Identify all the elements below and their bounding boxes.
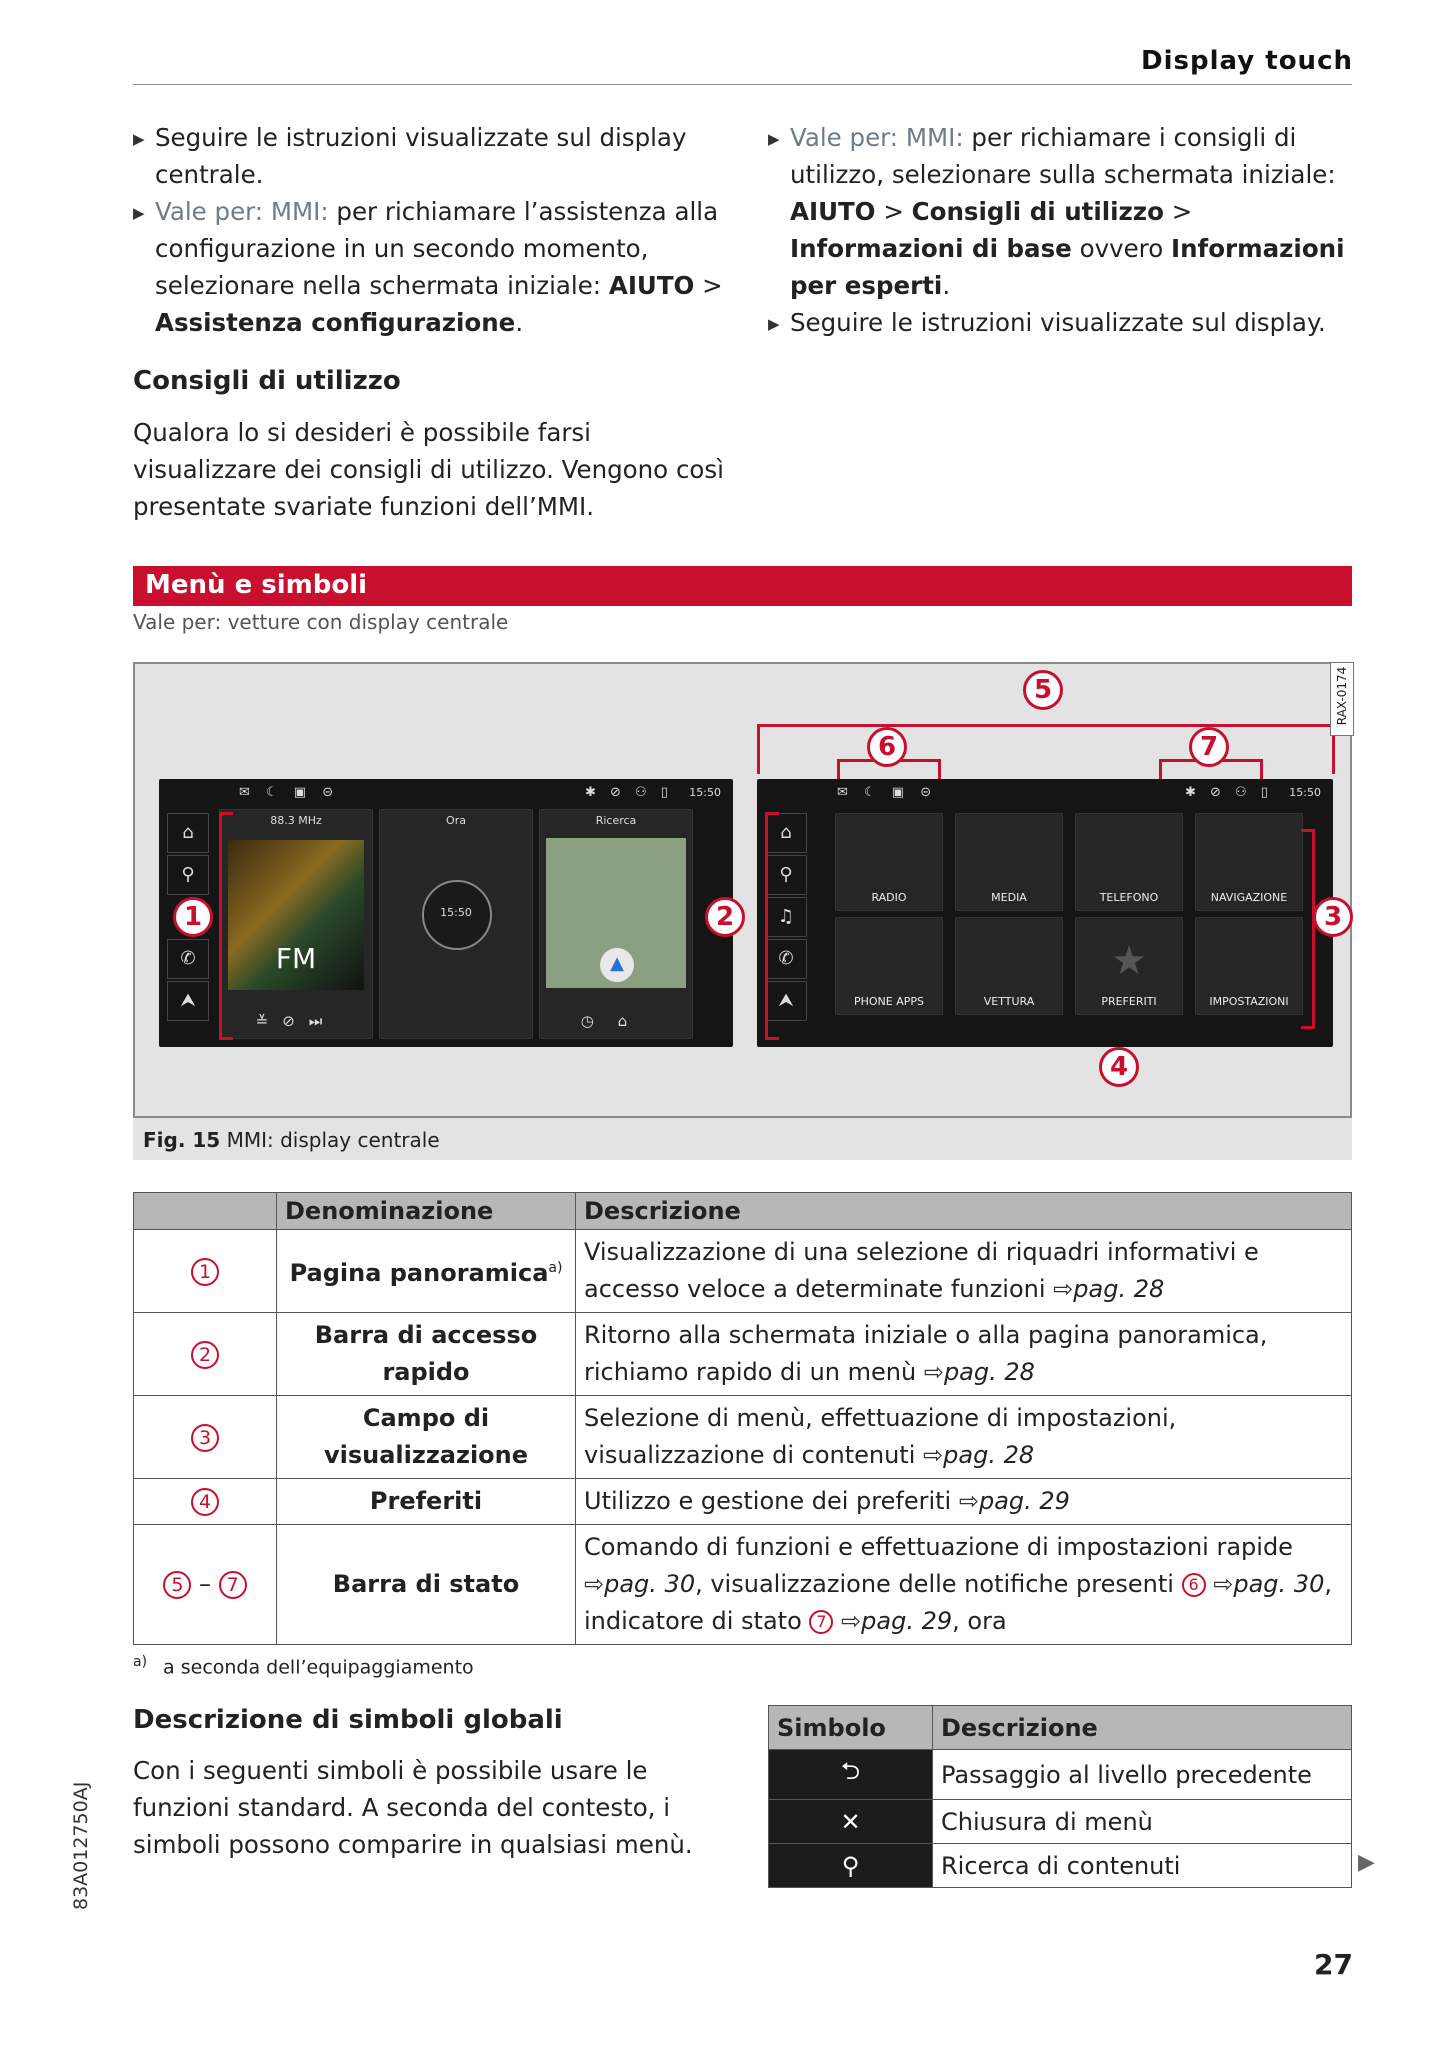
status-icons-right: ✱ ⊘ ⚇ ▯	[585, 785, 673, 800]
symbols-paragraph: Con i seguenti simboli è possibile usare le funzioni standard. A seconda del contesto, i simboli possono comparire in qualsiasi menù.	[133, 1756, 693, 1859]
star-icon: ★	[1111, 938, 1147, 984]
radio-tile[interactable]: 88.3 MHz FM ≚⊘⏭	[219, 809, 373, 1039]
table-row: 3 Campo di visualizzazione Selezione di menù, effettuazione di impostazioni, visualizzazione di contenuti ⇨pag. 28	[134, 1396, 1352, 1479]
reference-arrow-icon: ⇨	[1053, 1275, 1074, 1303]
bullet-marker-icon: ▶	[133, 130, 145, 148]
radio-icon[interactable]: ⚲	[765, 855, 807, 895]
phone-icon[interactable]: ✆	[167, 939, 209, 979]
bracket-1	[219, 812, 233, 1040]
table-row: ✕ Chiusura di menù	[769, 1800, 1352, 1844]
left-screen	[159, 779, 733, 1047]
paragraph: Qualora lo si desideri è possibile farsi visualizzare dei consigli di utilizzo. Vengono così presentate svariate funzioni dell’MMI.	[133, 418, 724, 521]
nav-arrow-icon: ▲	[600, 948, 634, 982]
navigation-icon[interactable]: ⮝	[167, 981, 209, 1021]
callout-5: 5	[1023, 670, 1063, 710]
description-table	[133, 1192, 1352, 1645]
instruction-bullet: ▶ Seguire le istruzioni visualizzate sul display.	[768, 304, 1368, 343]
status-icons-right: ✱ ⊘ ⚇ ▯	[1185, 785, 1273, 800]
callout-6: 6	[867, 727, 907, 767]
status-bar: ✉ ☾ ▣ ⊝ ✱ ⊘ ⚇ ▯ 15:50	[837, 785, 1321, 800]
table-row: 1 Pagina panoramica$^{a)}$ Visualizzazione di una selezione di riquadri informativi e accesso veloce a determinate funzioni ⇨pag. 28	[134, 1230, 1352, 1313]
callout-2: 2	[705, 897, 745, 937]
close-icon: ✕	[769, 1800, 933, 1844]
tile-radio[interactable]: RADIO	[835, 813, 943, 911]
right-screen	[757, 779, 1333, 1047]
back-icon: ⮌	[769, 1750, 933, 1800]
reference-arrow-icon: ⇨	[923, 1441, 944, 1469]
figure-mmi-display	[133, 662, 1352, 1118]
symbols-table	[768, 1705, 1352, 1888]
instruction-bullet: ▶ Vale per: MMI: per richiamare l’assistenza alla configurazione in un secondo momento, selezionare nella schermata iniziale: AIUTO > Assistenza configurazione.	[133, 193, 733, 341]
bracket-3	[1301, 829, 1315, 1029]
radio-controls[interactable]: ≚⊘⏭	[255, 1012, 337, 1030]
callout-7: 7	[1189, 727, 1229, 767]
instruction-bullet: ▶ Vale per: MMI: per richiamare i consigli di utilizzo, selezionare sulla schermata iniziale: AIUTO > Consigli di utilizzo > Informazioni di base ovvero Informazioni per esperti.	[768, 119, 1368, 304]
table-row: ⮌ Passaggio al livello precedente	[769, 1750, 1352, 1800]
symbols-heading: Descrizione di simboli globali	[133, 1705, 563, 1735]
status-bar: ✉ ☾ ▣ ⊝ ✱ ⊘ ⚇ ▯ 15:50	[239, 785, 721, 800]
figure-caption: Fig. 15 MMI: display centrale	[133, 1118, 1352, 1160]
section-title-bar: Menù e simboli	[133, 566, 1352, 606]
navigation-tile[interactable]: Ricerca ▲ ◷⌂	[539, 809, 693, 1039]
reference-arrow-icon: ⇨	[1213, 1570, 1234, 1598]
figure-code: RAX-0174	[1330, 662, 1354, 736]
footnote: $^{a)}$ a seconda dell’equipaggiamento	[133, 1654, 474, 1679]
phone-icon[interactable]: ✆	[765, 939, 807, 979]
table-header-row: Denominazione Descrizione	[134, 1193, 1352, 1230]
tile-phone-apps[interactable]: PHONE APPS	[835, 917, 943, 1015]
reference-arrow-icon: ⇨	[958, 1487, 979, 1515]
music-icon[interactable]: ♫	[765, 897, 807, 937]
navigation-icon[interactable]: ⮝	[765, 981, 807, 1021]
header-rule	[133, 84, 1352, 85]
callout-3: 3	[1313, 897, 1353, 937]
right-column	[768, 119, 1368, 343]
table-row: 4 Preferiti Utilizzo e gestione dei preferiti ⇨pag. 29	[134, 1479, 1352, 1525]
reference-arrow-icon: ⇨	[584, 1570, 605, 1598]
radio-icon[interactable]: ⚲	[167, 855, 209, 895]
status-icons-left: ✉ ☾ ▣ ⊝	[239, 785, 340, 800]
document-code: 83A012750AJ	[70, 1781, 92, 1910]
left-column	[133, 119, 733, 525]
bullet-marker-icon: ▶	[768, 130, 780, 148]
clock-tile[interactable]: Ora 15:50	[379, 809, 533, 1039]
table-row: ⚲ Ricerca di contenuti	[769, 1844, 1352, 1888]
running-header: Display touch	[1141, 46, 1353, 76]
search-icon: ⚲	[769, 1844, 933, 1888]
callout-1: 1	[173, 897, 213, 937]
reference-arrow-icon: ⇨	[923, 1358, 944, 1386]
instruction-bullet: ▶ Seguire le istruzioni visualizzate sul display centrale.	[133, 119, 733, 193]
tile-impostazioni[interactable]: IMPOSTAZIONI	[1195, 917, 1303, 1015]
tile-vettura[interactable]: VETTURA	[955, 917, 1063, 1015]
home-icon[interactable]: ⌂	[765, 813, 807, 853]
bullet-marker-icon: ▶	[133, 204, 145, 222]
table-row: 5 – 7 Barra di stato Comando di funzioni e effettuazione di impostazioni rapide ⇨pag. 30, visualizzazione delle notifiche presenti 6 ⇨pag. 30, indicatore di stato 7 ⇨pag. 29, ora	[134, 1525, 1352, 1645]
subheading: Consigli di utilizzo	[133, 366, 401, 396]
nav-controls[interactable]: ◷⌂	[580, 1012, 652, 1030]
bullet-marker-icon: ▶	[768, 315, 780, 333]
callout-4: 4	[1099, 1047, 1139, 1087]
tile-preferiti[interactable]: ★ PREFERITI	[1075, 917, 1183, 1015]
tile-telefono[interactable]: TELEFONO	[1075, 813, 1183, 911]
home-icon[interactable]: ⌂	[167, 813, 209, 853]
bracket-2	[765, 812, 779, 1040]
status-icons-left: ✉ ☾ ▣ ⊝	[837, 785, 938, 800]
tile-media[interactable]: MEDIA	[955, 813, 1063, 911]
continue-arrow-icon: ▶	[1358, 1850, 1375, 1875]
page-number: 27	[1314, 1948, 1353, 1981]
table-row: 2 Barra di accesso rapido Ritorno alla schermata iniziale o alla pagina panoramica, richiamo rapido di un menù ⇨pag. 28	[134, 1313, 1352, 1396]
table-header-row: Simbolo Descrizione	[769, 1706, 1352, 1750]
tile-navigazione[interactable]: NAVIGAZIONE	[1195, 813, 1303, 911]
section-applies-note: Vale per: vetture con display centrale	[133, 610, 509, 634]
reference-arrow-icon: ⇨	[841, 1607, 862, 1635]
